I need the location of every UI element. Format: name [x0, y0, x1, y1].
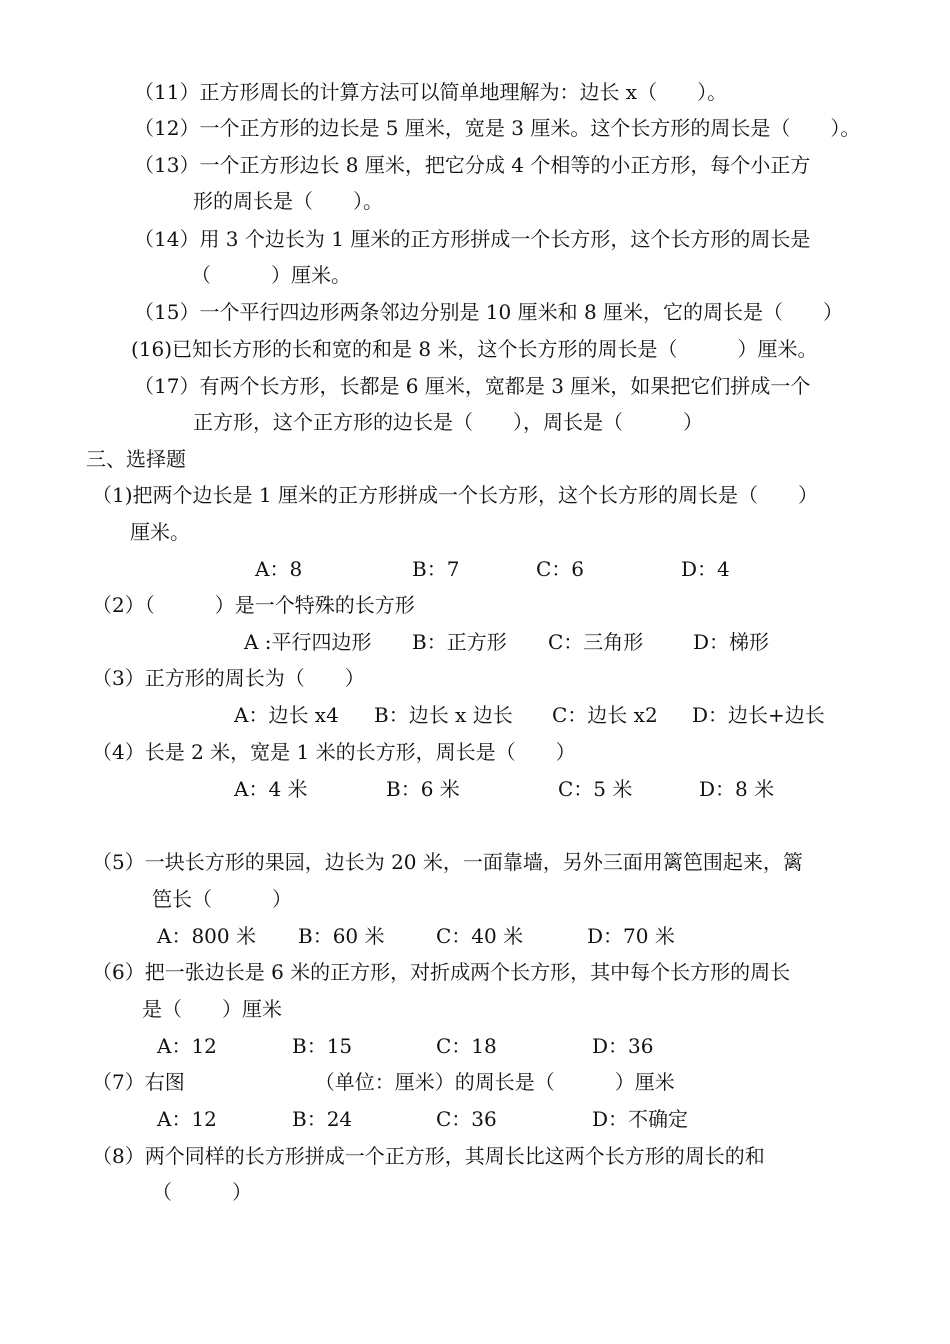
choice-q6-cont: 是（ ）厘米: [142, 997, 282, 1021]
choice-q7-option-c: C：36: [436, 1107, 497, 1131]
choice-q6-option-d: D：36: [592, 1034, 654, 1058]
choice-q5-option-b: B：60 米: [298, 924, 385, 948]
choice-q6-option-a: A：12: [157, 1034, 217, 1058]
choice-q1-option-d: D：4: [681, 557, 730, 581]
choice-q7-option-a: A：12: [157, 1107, 217, 1131]
choice-q5-option-a: A：800 米: [157, 924, 256, 948]
fill-item-14-cont: （ ）厘米。: [191, 263, 351, 287]
fill-item-11: （11）正方形周长的计算方法可以简单地理解为：边长 x（ ）。: [134, 80, 728, 104]
choice-q6: （6）把一张边长是 6 米的正方形，对折成两个长方形，其中每个长方形的周长: [92, 960, 791, 984]
choice-q3: （3）正方形的周长为（ ）: [92, 666, 365, 690]
choice-q2: （2）（ ）是一个特殊的长方形: [92, 593, 415, 617]
choice-q4: （4）长是 2 米，宽是 1 米的长方形，周长是（ ）: [92, 740, 576, 764]
choice-q5-cont: 笆长（ ）: [152, 887, 292, 911]
choice-q1-option-c: C：6: [536, 557, 585, 581]
choice-q2-option-b: B：正方形: [412, 630, 507, 654]
choice-q6-option-b: B：15: [292, 1034, 353, 1058]
fill-item-16: (16)已知长方形的长和宽的和是 8 米，这个长方形的周长是（ ）厘米。: [131, 337, 818, 361]
choice-q4-option-a: A：4 米: [234, 777, 308, 801]
choice-q3-option-c: C：边长 x2: [552, 703, 658, 727]
choice-q3-option-b: B：边长 x 边长: [374, 703, 513, 727]
choice-q1-option-b: B：7: [412, 557, 460, 581]
choice-q4-option-b: B：6 米: [386, 777, 460, 801]
choice-q8: （8）两个同样的长方形拼成一个正方形，其周长比这两个长方形的周长的和: [92, 1144, 765, 1168]
fill-item-17: （17）有两个长方形，长都是 6 厘米，宽都是 3 厘米，如果把它们拼成一个: [134, 374, 811, 398]
choice-q1-option-a: A：8: [255, 557, 303, 581]
fill-item-15: （15）一个平行四边形两条邻边分别是 10 厘米和 8 厘米，它的周长是（ ）: [134, 300, 844, 324]
choice-q2-option-c: C：三角形: [548, 630, 644, 654]
choice-q5-option-c: C：40 米: [436, 924, 524, 948]
choice-q1-cont: 厘米。: [130, 520, 190, 544]
choice-q3-option-d: D：边长+边长: [692, 703, 825, 727]
fill-item-13-cont: 形的周长是（ ）。: [193, 189, 383, 213]
fill-item-14: （14）用 3 个边长为 1 厘米的正方形拼成一个长方形，这个长方形的周长是: [134, 227, 811, 251]
choice-q6-option-c: C：18: [436, 1034, 497, 1058]
choice-q2-option-a: A :平行四边形: [244, 630, 372, 654]
choice-q4-option-d: D：8 米: [699, 777, 775, 801]
fill-item-12: （12）一个正方形的边长是 5 厘米，宽是 3 厘米。这个长方形的周长是（ ）。: [134, 116, 861, 140]
choice-q4-option-c: C：5 米: [558, 777, 633, 801]
fill-item-13: （13）一个正方形边长 8 厘米，把它分成 4 个相等的小正方形，每个小正方: [134, 153, 811, 177]
choice-q8-cont: （ ）: [152, 1180, 252, 1204]
choice-q7: （7）右图 （单位：厘米）的周长是（ ）厘米: [92, 1070, 675, 1094]
choice-q5: （5）一块长方形的果园，边长为 20 米，一面靠墙，另外三面用篱笆围起来，篱: [92, 850, 803, 874]
choice-q2-option-d: D：梯形: [693, 630, 770, 654]
choice-q5-option-d: D：70 米: [587, 924, 675, 948]
choice-q7-option-d: D：不确定: [592, 1107, 689, 1131]
choice-q7-option-b: B：24: [292, 1107, 353, 1131]
choice-q1: （1)把两个边长是 1 厘米的正方形拼成一个长方形，这个长方形的周长是（ ）: [92, 483, 818, 507]
choice-q3-option-a: A：边长 x4: [234, 703, 339, 727]
section-heading: 三、选择题: [86, 447, 186, 471]
fill-item-17-cont: 正方形，这个正方形的边长是（ ），周长是（ ）: [193, 410, 703, 434]
